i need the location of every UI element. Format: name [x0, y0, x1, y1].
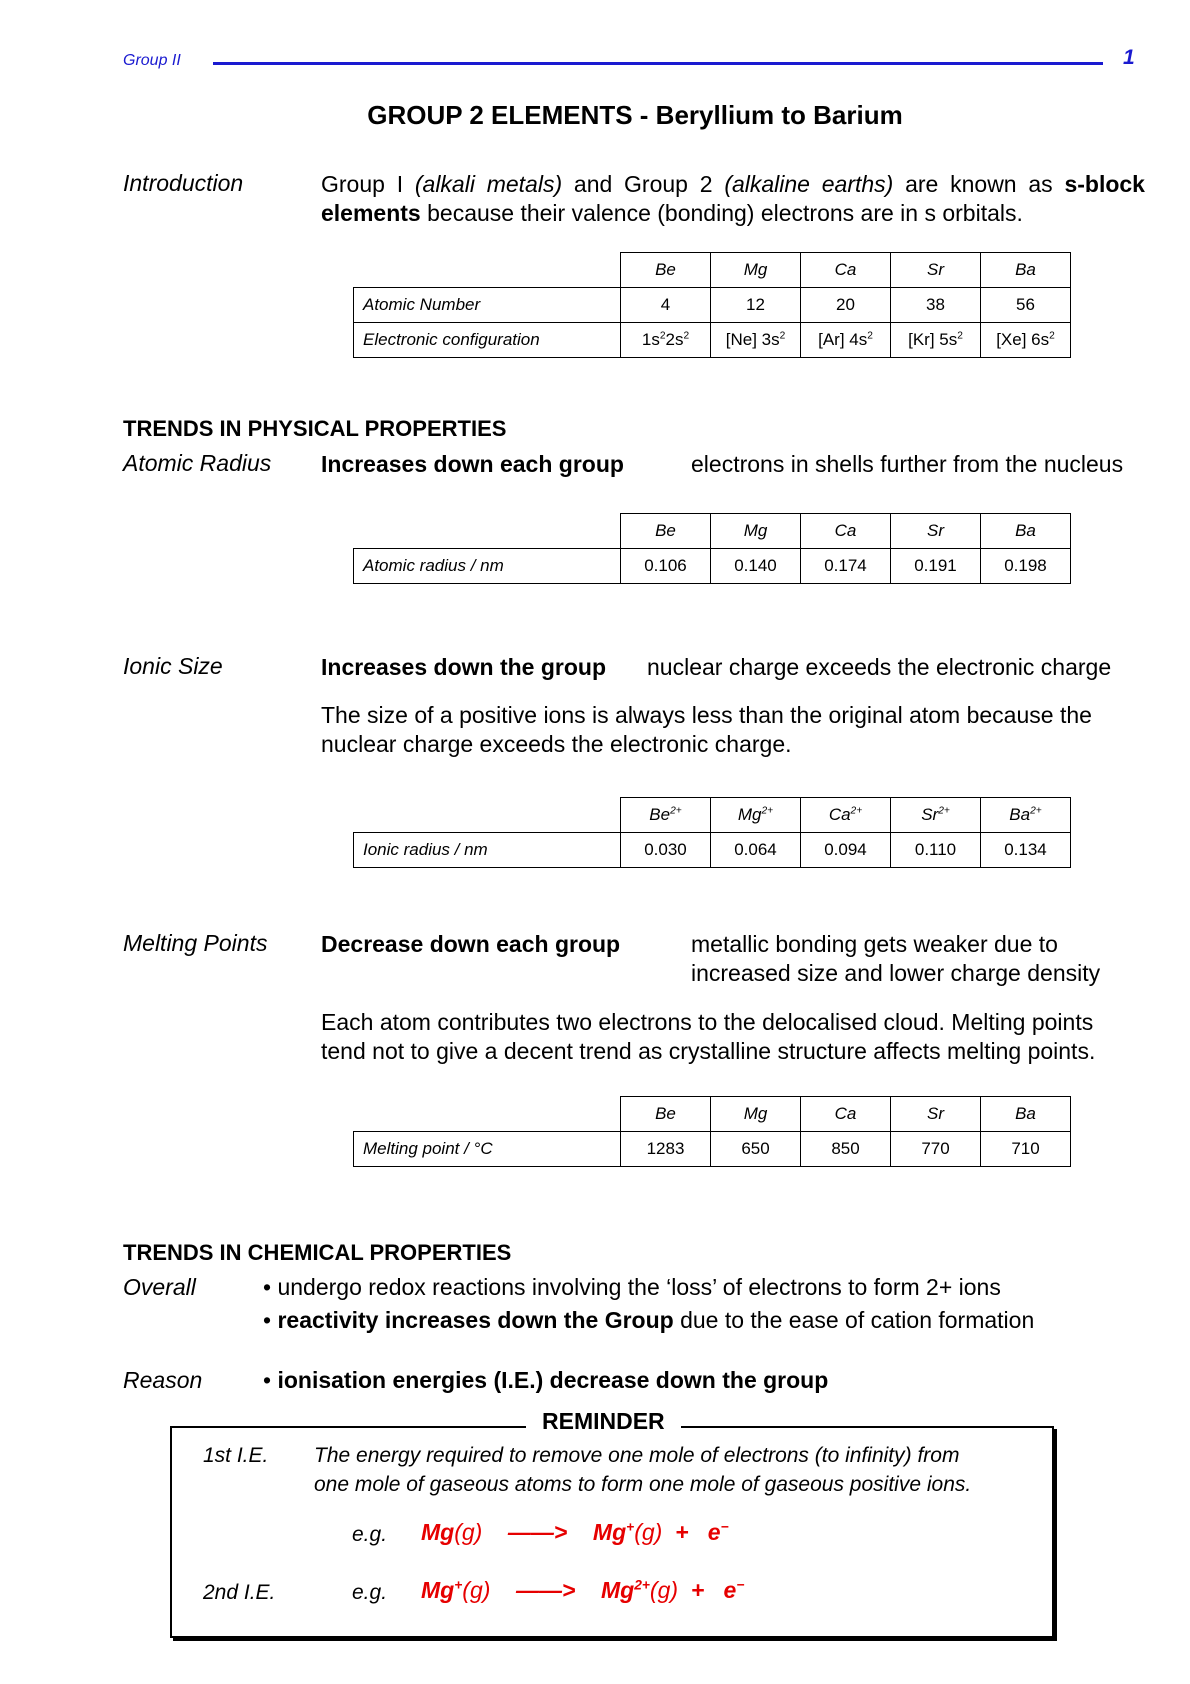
table-cell: 850 — [801, 1132, 891, 1167]
col-header: Sr — [891, 253, 981, 288]
table-cell: 650 — [711, 1132, 801, 1167]
overall-label: Overall — [123, 1274, 196, 1300]
col-header: $Ba^{2+}$ — [981, 798, 1071, 833]
bullet-2: • reactivity increases down the Group due to the ease of cation formation — [263, 1307, 1035, 1333]
atomic-radius-trend: Increases down each group — [321, 451, 624, 477]
ionic-size-para-1: The size of a positive ions is always less than the original atom because the — [321, 702, 1092, 728]
table-cell: 20 — [801, 288, 891, 323]
header-rule — [213, 62, 1103, 65]
col-header: Mg — [711, 253, 801, 288]
config-table — [353, 252, 1071, 358]
table-cell: 12 — [711, 288, 801, 323]
table-cell: 710 — [981, 1132, 1071, 1167]
equation-1: Mg(g) ——> Mg+(g) + e− — [421, 1519, 729, 1545]
melting-point-table — [353, 1096, 1071, 1167]
col-header: Be — [621, 253, 711, 288]
row-label: Atomic radius / nm — [354, 549, 621, 584]
eg-label-2: e.g. — [352, 1581, 388, 1604]
ionic-size-para-2: nuclear charge exceeds the electronic charge. — [321, 731, 792, 757]
ionic-radius-table — [353, 797, 1071, 868]
table-cell: 56 — [981, 288, 1071, 323]
bullet-3: • ionisation energies (I.E.) decrease down the group — [263, 1367, 829, 1393]
row-label: Ionic radius / nm — [354, 833, 621, 868]
table-cell: 0.110 — [891, 833, 981, 868]
reminder-title: REMINDER — [526, 1408, 681, 1435]
row-label: Melting point / °C — [354, 1132, 621, 1167]
page-title: GROUP 2 ELEMENTS - Beryllium to Barium — [367, 100, 903, 130]
col-header: $Sr^{2+}$ — [891, 798, 981, 833]
col-header: $Be^{2+}$ — [621, 798, 711, 833]
equation-2: Mg+(g) ——> $Mg^{2+}(g)$ + e− — [421, 1577, 745, 1603]
intro-line-2: elements because their valence (bonding) electrons are in s orbitals. — [321, 200, 1023, 226]
chemical-heading: TRENDS IN CHEMICAL PROPERTIES — [123, 1240, 512, 1265]
table-cell: $1s^22s^2$ — [621, 323, 711, 358]
col-header: Ca — [801, 1097, 891, 1132]
col-header: Ba — [981, 253, 1071, 288]
ie1-label: 1st I.E. — [203, 1444, 269, 1467]
table-cell: 0.140 — [711, 549, 801, 584]
table-cell: 770 — [891, 1132, 981, 1167]
table-cell: [Kr] $5s^2$ — [891, 323, 981, 358]
melting-trend: Decrease down each group — [321, 931, 621, 957]
table-cell: 0.174 — [801, 549, 891, 584]
col-header: Ca — [801, 514, 891, 549]
ie1-definition-1: The energy required to remove one mole of electrons (to infinity) from — [314, 1444, 960, 1467]
atomic-radius-label: Atomic Radius — [123, 450, 272, 476]
row-label: Atomic Number — [354, 288, 621, 323]
melting-para-1: Each atom contributes two electrons to the delocalised cloud. Melting points — [321, 1009, 1094, 1035]
table-cell: 0.094 — [801, 833, 891, 868]
page-number: 1 — [1123, 46, 1135, 69]
melting-para-2: tend not to give a decent trend as crystalline structure affects melting points. — [321, 1038, 1096, 1064]
eg-label-1: e.g. — [352, 1523, 388, 1546]
col-header: Mg — [711, 1097, 801, 1132]
ie2-label: 2nd I.E. — [203, 1581, 276, 1604]
col-header: Ca — [801, 253, 891, 288]
table-cell: 4 — [621, 288, 711, 323]
table-cell: 0.198 — [981, 549, 1071, 584]
table-cell: 0.064 — [711, 833, 801, 868]
atomic-radius-reason: electrons in shells further from the nucleus — [691, 451, 1124, 477]
intro-label: Introduction — [123, 170, 244, 196]
col-header: Be — [621, 514, 711, 549]
melting-label: Melting Points — [123, 930, 268, 956]
intro-line-1: Group I (alkali metals) and Group 2 (alkaline earths) are known as s-block — [321, 171, 1145, 197]
col-header: $Mg^{2+}$ — [711, 798, 801, 833]
table-cell: [Ar] $4s^2$ — [801, 323, 891, 358]
col-header: Ba — [981, 1097, 1071, 1132]
table-cell: 1283 — [621, 1132, 711, 1167]
col-header: Be — [621, 1097, 711, 1132]
table-cell: 0.030 — [621, 833, 711, 868]
table-cell: 0.134 — [981, 833, 1071, 868]
ionic-size-trend: Increases down the group — [321, 654, 606, 680]
col-header: $Ca^{2+}$ — [801, 798, 891, 833]
bullet-1: • undergo redox reactions involving the ‘loss’ of electrons to form 2+ ions — [263, 1274, 1001, 1300]
col-header: Sr — [891, 1097, 981, 1132]
ionic-size-reason: nuclear charge exceeds the electronic charge — [647, 654, 1112, 680]
physical-heading: TRENDS IN PHYSICAL PROPERTIES — [123, 416, 507, 441]
melting-reason-2: increased size and lower charge density — [691, 960, 1101, 986]
table-cell: [Ne] $3s^2$ — [711, 323, 801, 358]
table-cell: [Xe] $6s^2$ — [981, 323, 1071, 358]
melting-reason-1: metallic bonding gets weaker due to — [691, 931, 1058, 957]
row-label: Electronic configuration — [354, 323, 621, 358]
table-cell: 0.191 — [891, 549, 981, 584]
ie1-definition-2: one mole of gaseous atoms to form one mole of gaseous positive ions. — [314, 1473, 972, 1496]
atomic-radius-table — [353, 513, 1071, 584]
ionic-size-label: Ionic Size — [123, 653, 223, 679]
reason-label: Reason — [123, 1367, 203, 1393]
table-cell: 38 — [891, 288, 981, 323]
header-section: Group II — [123, 52, 181, 69]
col-header: Sr — [891, 514, 981, 549]
col-header: Mg — [711, 514, 801, 549]
table-cell: 0.106 — [621, 549, 711, 584]
col-header: Ba — [981, 514, 1071, 549]
